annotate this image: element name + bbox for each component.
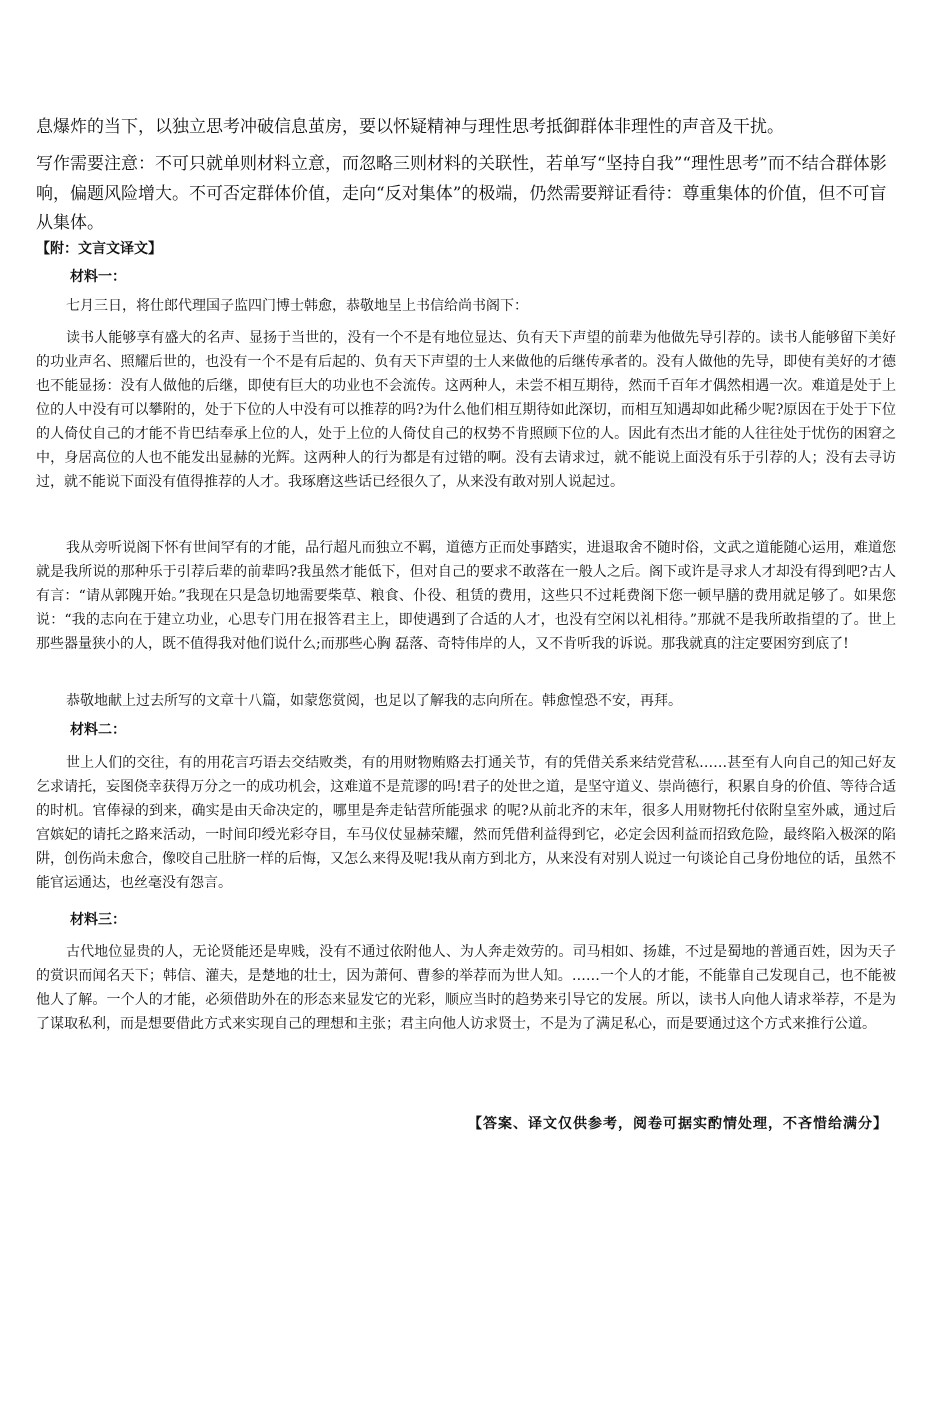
footer-note: 【答案、译文仅供参考，阅卷可据实酌情处理，不吝惜给满分】 [468,1116,888,1132]
appendix-title: 【附：文言文译文】 [36,241,162,257]
material-1-para-3: 我从旁听说阁下怀有世间罕有的才能，品行超凡而独立不羁，道德方正而处事踏实，进退取舍不随时俗，文武之道能随心运用，难道您就是我所说的那种乐于引荐后辈的前辈吗?我虽然才能低下，但对自己的要求不敢落在一般人之后。阁下或许是寻求人才却没有得到吧?古人有言：“请从郭隗开始。”我现在只是急切地需要柴草、粮食、仆役、租赁的费用，这些只不过耗费阁下您一顿早膳的费用就足够了。如果您说：“我的志向在于建立功业，心思专门用在报答君主上，即使遇到了合适的人才，也没有空闲以礼相待。”那就不是我所敢指望的了。世上那些器量狭小的人，既不值得我对他们说什么;而那些心胸 磊落、奇特伟岸的人，又不肯听我的诉说。那我就真的注定要困穷到底了! [36,540,896,652]
intro-conclusion-line: 息爆炸的当下，以独立思考冲破信息茧房，要以怀疑精神与理性思考抵御群体非理性的声音及干扰。 [36,117,784,137]
material-3-heading: 材料三： [70,912,126,928]
material-1-para-2: 读书人能够享有盛大的名声、显扬于当世的，没有一个不是有地位显达、负有天下声望的前辈为他做先导引荐的。读书人能够留下美好的功业声名、照耀后世的，也没有一个不是有后起的、负有天下声望的士人来做他的后继传承者的。没有人做他的先导，即使有美好的才德也不能显扬：没有人做他的后继，即使有巨大的功业也不会流传。这两种人，未尝不相互期待，然而千百年才偶然相遇一次。难道是处于上位的人中没有可以攀附的，处于下位的人中没有可以推荐的吗?为什么他们相互期待如此深切，而相互知遇却如此稀少呢?原因在于处于下位的人倚仗自己的才能不肯巴结奉承上位的人，处于上位的人倚仗自己的权势不肯照顾下位的人。因此有杰出才能的人往往处于忧伤的困窘之中，身居高位的人也不能发出显赫的光辉。这两种人的行为都是有过错的啊。没有去请求过，就不能说上面没有乐于引荐的人；没有去寻访过，就不能说下面没有值得推荐的人才。我琢磨这些话已经很久了，从来没有敢对别人说起过。 [36,330,896,490]
material-1-heading: 材料一： [70,269,126,285]
material-2-heading: 材料二： [70,722,126,738]
material-1-para-4: 恭敬地献上过去所写的文章十八篇，如蒙您赏阅，也足以了解我的志向所在。韩愈惶恐不安，再拜。 [66,693,682,709]
material-2-para-1: 世上人们的交往，有的用花言巧语去交结败类，有的用财物贿赂去打通关节，有的凭借关系来结党营私……甚至有人向自己的知己好友乞求请托，妄图侥幸获得万分之一的成功机会，这难道不是荒谬的吗!君子的处世之道，是坚守道义、崇尚德行，积累自身的价值、等待合适的时机。官俸禄的到来，确实是由天命决定的，哪里是奔走钻营所能强求 的呢?从前北齐的末年，很多人用财物托付依附皇室外戚，通过后宫嫔妃的请托之路来活动，一时间印绶光彩夺目，车马仪仗显赫荣耀，然而凭借利益得到它，必定会因利益而招致危险，最终陷入极深的陷阱，创伤尚未愈合，像咬自己肚脐一样的后悔，又怎么来得及呢!我从南方到北方，从来没有对别人说过一句谈论自己身份地位的话，虽然不能官运通达，也丝毫没有怨言。 [36,755,896,891]
material-3-para-1: 古代地位显贵的人，无论贤能还是卑贱，没有不通过依附他人、为人奔走效劳的。司马相如、扬雄，不过是蜀地的普通百姓，因为天子的赏识而闻名天下；韩信、灌夫，是楚地的壮士，因为萧何、曹参的举荐而为世人知。……一个人的才能，不能靠自己发现自己，也不能被他人了解。一个人的才能，必须借助外在的形态来显发它的光彩，顺应当时的趋势来引导它的发展。所以，读书人向他人请求举荐，不是为了谋取私利，而是想要借此方式来实现自己的理想和主张；君主向他人访求贤士，不是为了满足私心，而是要通过这个方式来推行公道。 [36,944,896,1032]
material-1-para-1: 七月三日，将仕郎代理国子监四门博士韩愈，恭敬地呈上书信给尚书阁下： [66,298,528,314]
writing-note: 写作需要注意：不可只就单则材料立意，而忽略三则材料的关联性，若单写“坚持自我”“理性思考”而不结合群体影响，偏题风险增大。不可否定群体价值，走向“反对集体”的极端，仍然需要辩证看待：尊重集体的价值，但不可盲从集体。 [36,154,887,233]
